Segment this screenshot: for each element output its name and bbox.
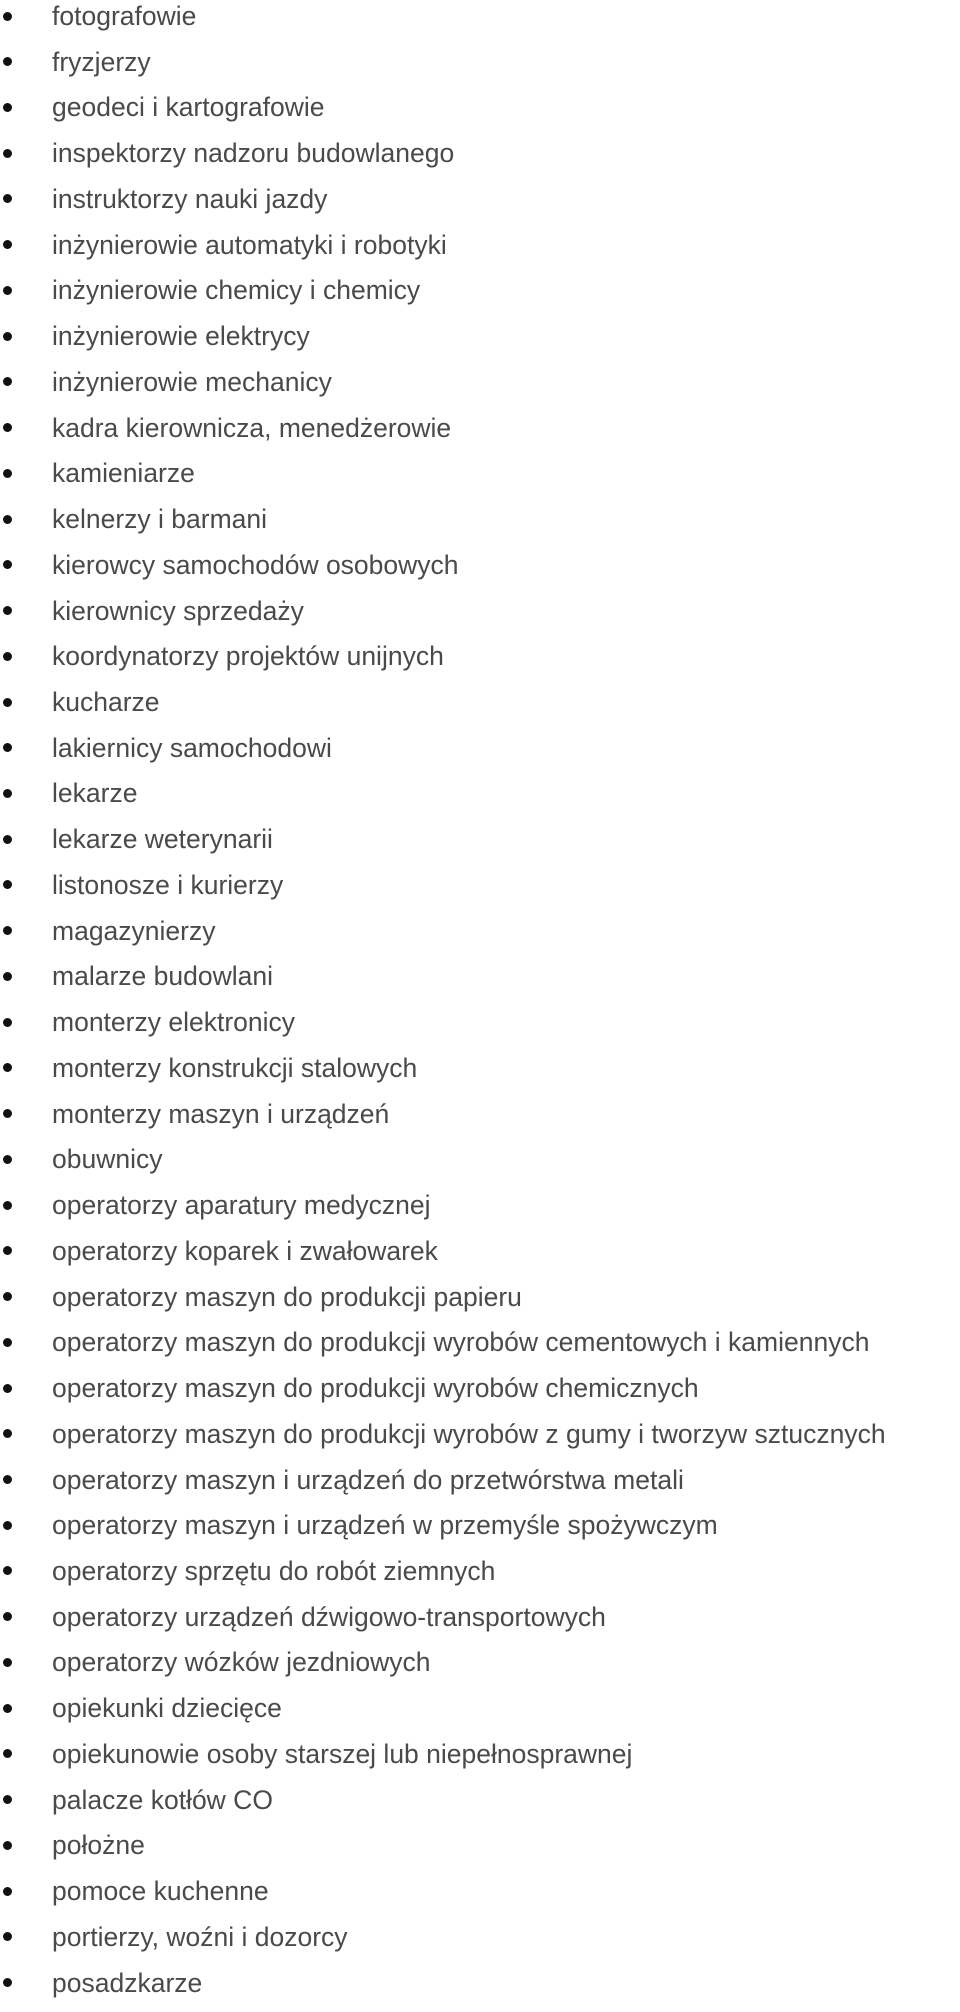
bullet-icon [3, 1155, 12, 1164]
list-item-label: opiekunki dziecięce [52, 1693, 282, 1724]
list-item [0, 686, 886, 732]
list-item-label: inżynierowie elektrycy [52, 321, 310, 352]
list-item-label: kelnerzy i barmani [52, 504, 268, 535]
list-item-label: fotografowie [52, 1, 197, 31]
list-item [0, 1052, 886, 1098]
bullet-icon [3, 240, 12, 249]
bullet-icon [3, 377, 12, 386]
bullet-icon [3, 1246, 12, 1255]
bullet-icon [3, 1063, 12, 1072]
bullet-icon [3, 880, 12, 889]
list-item [0, 1829, 886, 1875]
list-item [0, 1555, 886, 1601]
list-item [0, 1875, 886, 1921]
list-item-label: położne [52, 1830, 145, 1861]
list-item-label: obuwnicy [52, 1144, 163, 1175]
list-item-label: palacze kotłów CO [52, 1784, 273, 1815]
bullet-icon [3, 1384, 12, 1393]
bullet-icon [3, 560, 12, 569]
bullet-icon [3, 194, 12, 203]
list-item [0, 503, 886, 549]
list-item [0, 1646, 886, 1692]
list-item-label: inżynierowie automatyki i robotyki [52, 229, 447, 260]
list-item [0, 1098, 886, 1144]
bullet-icon [3, 332, 12, 341]
list-item [0, 366, 886, 412]
list-item [0, 1967, 886, 2012]
bullet-icon [3, 149, 12, 158]
list-item-label: operatorzy aparatury medycznej [52, 1190, 431, 1221]
list-item-label: kierownicy sprzedaży [52, 595, 304, 626]
list-item-label: pomoce kuchenne [52, 1876, 269, 1907]
list-item-label: lekarze weterynarii [52, 824, 273, 855]
bullet-icon [3, 743, 12, 752]
list-item-label: operatorzy wózków jezdniowych [52, 1647, 431, 1678]
list-item-label: posadzkarze [52, 1967, 203, 1998]
bullet-icon [3, 1292, 12, 1301]
list-item-label: monterzy konstrukcji stalowych [52, 1052, 418, 1083]
list-item-label: malarze budowlani [52, 961, 273, 992]
list-item-label: operatorzy urządzeń dźwigowo-transportowych [52, 1601, 606, 1632]
list-item [0, 640, 886, 686]
bullet-icon [3, 423, 12, 432]
bullet-icon [3, 1612, 12, 1621]
bullet-icon [3, 469, 12, 478]
list-item-label: inżynierowie mechanicy [52, 366, 332, 397]
bullet-icon [3, 1109, 12, 1118]
list-item-label: instruktorzy nauki jazdy [52, 183, 328, 214]
bullet-icon [3, 12, 12, 21]
list-item-label: operatorzy sprzętu do robót ziemnych [52, 1555, 496, 1586]
bullet-icon [3, 1658, 12, 1667]
list-item [0, 1692, 886, 1738]
bullet-icon [3, 1932, 12, 1941]
list-item [0, 1738, 886, 1784]
list-item-label: lakiernicy samochodowi [52, 732, 332, 763]
list-item-label: kamieniarze [52, 458, 195, 489]
bullet-icon [3, 1018, 12, 1027]
list-item [0, 457, 886, 503]
bullet-icon [3, 1566, 12, 1575]
list-item-label: monterzy maszyn i urządzeń [52, 1098, 390, 1129]
bullet-icon [3, 1841, 12, 1850]
list-item [0, 1601, 886, 1647]
list-item-label: geodeci i kartografowie [52, 92, 325, 123]
bullet-icon [3, 1978, 12, 1987]
list-item-label: operatorzy koparek i zwałowarek [52, 1235, 438, 1266]
list-item-label: kadra kierownicza, menedżerowie [52, 412, 452, 443]
list-item [0, 1418, 886, 1464]
list-item [0, 1235, 886, 1281]
bullet-icon [3, 698, 12, 707]
list-item [0, 1006, 886, 1052]
list-item [0, 1326, 886, 1372]
list-item [0, 595, 886, 641]
list-item-label: koordynatorzy projektów unijnych [52, 641, 444, 672]
bullet-icon [3, 286, 12, 295]
list-item-label: operatorzy maszyn do produkcji wyrobów chemicznych [52, 1373, 699, 1404]
bullet-icon [3, 652, 12, 661]
list-item-label: monterzy elektronicy [52, 1007, 296, 1038]
list-item [0, 1281, 886, 1327]
list-item [0, 777, 886, 823]
list-item [0, 91, 886, 137]
list-item [0, 549, 886, 595]
list-item-label: inżynierowie chemicy i chemicy [52, 275, 421, 306]
bullet-icon [3, 972, 12, 981]
list-item [0, 1372, 886, 1418]
list-item [0, 1921, 886, 1967]
list-item [0, 960, 886, 1006]
list-item [0, 46, 886, 92]
list-item [0, 823, 886, 869]
bullet-icon [3, 1338, 12, 1347]
bullet-icon [3, 57, 12, 66]
list-item [0, 229, 886, 275]
bullet-icon [3, 835, 12, 844]
list-item-label: operatorzy maszyn do produkcji wyrobów cementowych i kamiennych [52, 1327, 870, 1358]
list-item [0, 732, 886, 778]
list-item-label: operatorzy maszyn do produkcji papieru [52, 1281, 522, 1312]
list-item [0, 869, 886, 915]
bullet-icon [3, 789, 12, 798]
list-item-label: operatorzy maszyn do produkcji wyrobów z gumy i tworzyw sztucznych [52, 1418, 886, 1449]
bullet-icon [3, 1201, 12, 1210]
list-item [0, 137, 886, 183]
list-item-label: kierowcy samochodów osobowych [52, 549, 459, 580]
list-item [0, 274, 886, 320]
bullet-icon [3, 515, 12, 524]
list-item [0, 1143, 886, 1189]
list-item [0, 183, 886, 229]
bullet-icon [3, 1475, 12, 1484]
list-item-label: listonosze i kurierzy [52, 869, 284, 900]
bullet-icon [3, 1521, 12, 1530]
bullet-icon [3, 606, 12, 615]
list-item-label: opiekunowie osoby starszej lub niepełnosprawnej [52, 1738, 633, 1769]
list-item [0, 1189, 886, 1235]
list-item [0, 1784, 886, 1830]
list-item [0, 0, 886, 46]
list-item-label: lekarze [52, 778, 138, 809]
list-item-label: fryzjerzy [52, 46, 151, 77]
list-item [0, 320, 886, 366]
list-item [0, 412, 886, 458]
list-item-label: operatorzy maszyn i urządzeń do przetwórstwa metali [52, 1464, 684, 1495]
bullet-icon [3, 1795, 12, 1804]
bullet-icon [3, 1704, 12, 1713]
list-item [0, 1509, 886, 1555]
bullet-icon [3, 1887, 12, 1896]
list-item [0, 1464, 886, 1510]
list-item-label: kucharze [52, 687, 160, 718]
bullet-icon [3, 1749, 12, 1758]
list-item-label: operatorzy maszyn i urządzeń w przemyśle spożywczym [52, 1510, 718, 1541]
bullet-icon [3, 103, 12, 112]
bullet-icon [3, 1429, 12, 1438]
list-item-label: portierzy, woźni i dozorcy [52, 1921, 348, 1952]
bullet-icon [3, 926, 12, 935]
list-item-label: inspektorzy nadzoru budowlanego [52, 138, 455, 169]
list-item [0, 915, 886, 961]
list-item-label: magazynierzy [52, 915, 216, 946]
